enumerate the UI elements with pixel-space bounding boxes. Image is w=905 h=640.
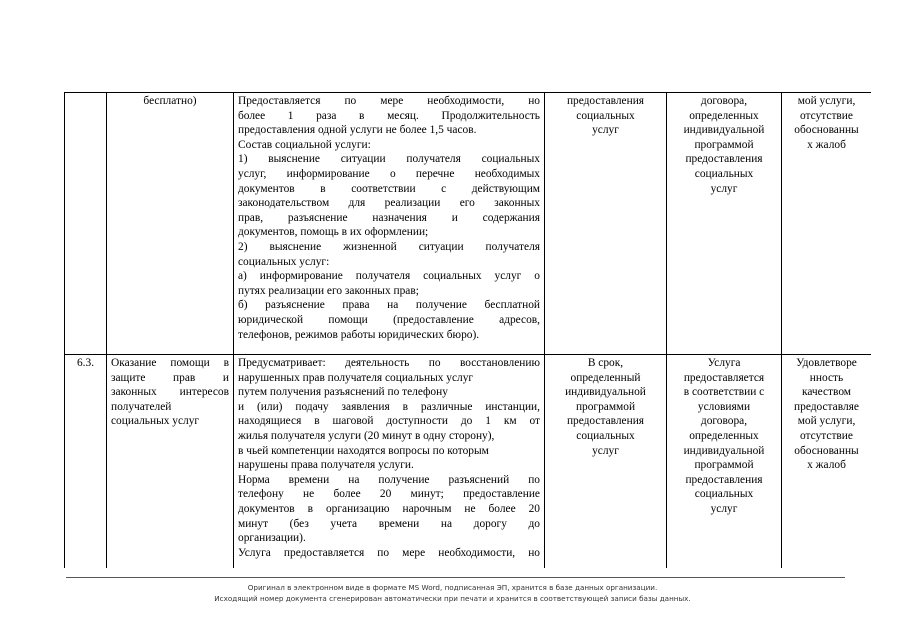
table-row <box>65 355 872 569</box>
cell-text-line: нарушены права получателя услуги. <box>238 459 414 472</box>
services-table-fragment <box>64 92 871 568</box>
cell-text-line: х жалоб <box>807 459 846 472</box>
cell-text-line: более 1 раза в месяц. Продолжительность <box>238 109 540 122</box>
cell-text-line: х жалоб <box>807 138 846 151</box>
cell-text-line: жилья получателя услуги (20 минут в одну сторону), <box>238 429 495 442</box>
cell-text-line: прав, разъяснение назначения и содержания <box>238 211 540 224</box>
cell-text-line: нность <box>809 371 844 384</box>
cell-text-line: услуг, информирование о перечне необходимых <box>238 167 540 180</box>
row1-description-cell <box>234 93 545 355</box>
cell-text-line: В срок, <box>587 357 624 369</box>
cell-text-line: в соответствии с <box>683 386 765 399</box>
cell-text-line: обоснованны <box>794 124 859 137</box>
cell-text-line: социальных <box>576 109 635 122</box>
cell-text-line: программой <box>575 400 636 413</box>
cell-text-line: индивидуальной <box>683 124 765 137</box>
cell-text-line: социальных <box>576 429 635 442</box>
cell-text-line: услуг <box>592 444 619 457</box>
cell-text-line: а) информирование получателя социальных услуг о <box>238 270 540 283</box>
cell-text-line: предоставляется <box>683 371 765 384</box>
cell-text-line: получателей <box>111 400 172 413</box>
row1-conditions-cell <box>667 93 782 355</box>
cell-text-line: программой <box>694 138 754 151</box>
cell-text-line: социальных <box>694 488 754 501</box>
footer-note-number: Исходящий номер документа сгенерирован автоматически при печати и хранится в соответствующей записи базы данных. <box>214 594 691 603</box>
cell-text-line: определенных <box>689 429 759 442</box>
cell-text-line: определенный <box>570 371 641 384</box>
row1-quality-cell <box>782 93 872 355</box>
cell-text-line: определенных <box>689 109 759 122</box>
cell-text-line: предоставления одной услуги не более 1,5 часов. <box>238 124 477 137</box>
cell-text-line: Предусматривает: деятельность по восстановлению <box>238 357 540 369</box>
cell-text-line: предоставления <box>685 153 763 166</box>
cell-text-line: документов в организацию нарочным не более 20 <box>238 502 540 515</box>
cell-text-line: Услуга <box>707 357 741 369</box>
cell-text-line: предоставления <box>566 95 645 107</box>
cell-text-line: отсутствие <box>800 429 853 442</box>
cell-text-line: Норма времени на получение разъяснений по <box>238 473 540 486</box>
row1-term-cell <box>545 93 667 355</box>
cell-text-line: и (или) подачу заявления в различные инстанции, <box>238 400 540 413</box>
cell-text-line: документов, помощь в их оформлении; <box>238 226 429 239</box>
footer-divider <box>66 577 845 578</box>
cell-text-line: мой услуги, <box>797 95 856 107</box>
cell-text-line: отсутствие <box>800 109 853 122</box>
footer-note-original: Оригинал в электронном виде в формате MS Word, подписанная ЭП, хранится в базе данных организации. <box>247 583 658 592</box>
cell-text-line: путем получения разъяснений по телефону <box>238 386 448 399</box>
cell-text-line: в чьей компетенции находятся вопросы по которым <box>238 444 489 457</box>
cell-text-line: социальных <box>694 167 754 180</box>
cell-text-line: условиями <box>697 400 751 413</box>
cell-text-line: социальных услуг: <box>238 255 330 268</box>
cell-text-line: программой <box>694 459 754 472</box>
cell-text-line: телефону не более 20 минут; предоставление <box>238 488 540 501</box>
cell-text-line: услуг <box>710 502 738 515</box>
table-row <box>65 93 872 355</box>
cell-text-line: б) разъяснение права на получение бесплатной <box>238 299 540 312</box>
cell-text-line: законодательством для реализации его законных <box>238 197 540 210</box>
cell-text-line: предоставления <box>685 473 763 486</box>
cell-text-line: Состав социальной услуги: <box>238 138 371 151</box>
cell-text-line: предоставления <box>566 415 645 428</box>
cell-text-line: нарушенных прав получателя социальных услуг <box>238 371 474 384</box>
cell-text-line: услуг <box>710 182 738 195</box>
cell-text-line: документов в соответствии с действующим <box>238 182 540 195</box>
cell-text-line: телефонов, режимов работы юридических бюро). <box>238 328 480 341</box>
row2-quality-cell <box>782 355 872 569</box>
cell-text-line: организации). <box>238 532 306 545</box>
row2-number-cell: 6.3. <box>65 355 107 569</box>
cell-text-line: индивидуальной <box>565 386 646 399</box>
row1-name-cell <box>107 93 234 355</box>
cell-text-line: юридической помощи (предоставление адресов, <box>238 313 540 326</box>
cell-text-line: бесплатно) <box>143 95 197 107</box>
cell-text-line: путях реализации его законных прав; <box>238 284 419 297</box>
cell-text-line: мой услуги, <box>797 415 856 428</box>
cell-text-line: 1) выяснение ситуации получателя социальных <box>238 153 540 166</box>
cell-text-line: обоснованны <box>794 444 859 457</box>
cell-text-line: находящиеся в шаговой доступности до 1 км от <box>238 415 540 428</box>
cell-text-line: договора, <box>700 415 748 428</box>
cell-text-line: защите прав и <box>111 371 229 384</box>
row2-name-cell <box>107 355 234 569</box>
cell-text-line: Услуга предоставляется по мере необходимости, но <box>238 546 540 559</box>
cell-text-line: 2) выяснение жизненной ситуации получателя <box>238 240 540 253</box>
cell-text-line: Удовлетворе <box>796 357 857 369</box>
cell-text-line: индивидуальной <box>683 444 765 457</box>
row2-description-cell <box>234 355 545 569</box>
row2-term-cell <box>545 355 667 569</box>
cell-text-line: законных интересов <box>111 386 229 399</box>
cell-text-line: качеством <box>801 386 852 399</box>
cell-text-line: минут (без учета времени на дорогу до <box>238 517 540 530</box>
services-table <box>64 92 871 568</box>
row2-conditions-cell <box>667 355 782 569</box>
cell-text-line: социальных услуг <box>111 415 200 428</box>
cell-text-line: предоставляе <box>794 400 859 413</box>
cell-text-line: Предоставляется по мере необходимости, но <box>238 95 540 107</box>
cell-text-line: Оказание помощи в <box>111 357 229 369</box>
cell-text-line: договора, <box>700 95 748 107</box>
row1-number-cell <box>65 93 107 355</box>
cell-text-line: услуг <box>592 124 619 137</box>
